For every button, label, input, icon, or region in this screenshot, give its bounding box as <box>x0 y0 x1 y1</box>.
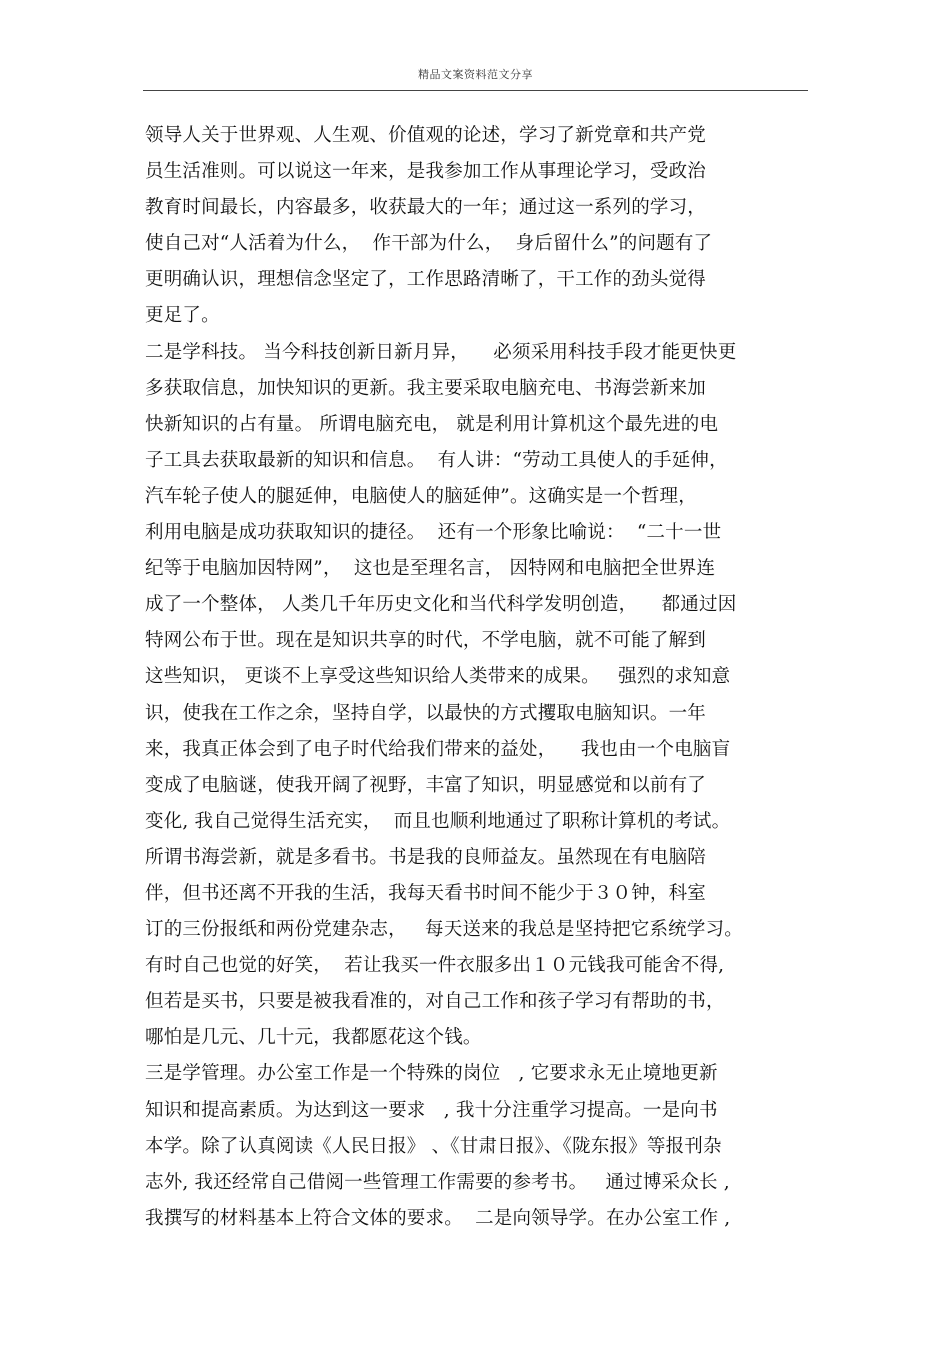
text-line: 子工具去获取最新的知识和信息。 有人讲：“劳动工具使人的手延伸， <box>145 449 728 471</box>
text-line: 特网公布于世。现在是知识共享的时代，不学电脑，就不可能了解到 <box>145 630 707 652</box>
text-line: 成了一个整体， 人类几千年历史文化和当代科学发明创造， 都通过因 <box>145 594 737 616</box>
text-line: 二是学科技。 当今科技创新日新月异， 必须采用科技手段才能更快更 <box>145 341 737 363</box>
text-line: 更明确认识，理想信念坚定了，工作思路清晰了，干工作的劲头觉得 <box>145 269 707 291</box>
document-body <box>145 118 815 1237</box>
page-header <box>143 62 808 92</box>
header-title: 精品文案资料范文分享 <box>418 68 533 81</box>
text-line: 变成了电脑谜，使我开阔了视野，丰富了知识，明显感觉和以前有了 <box>145 774 707 796</box>
text-line: 员生活准则。可以说这一年来，是我参加工作从事理论学习，受政治 <box>145 161 707 183</box>
text-line: 教育时间最长，内容最多，收获最大的一年；通过这一系列的学习， <box>145 197 707 219</box>
text-line: 我撰写的材料基本上符合文体的要求。 二是向领导学。在办公室工作 , <box>145 1207 731 1229</box>
text-line: 利用电脑是成功获取知识的捷径。 还有一个形象比喻说： “二十一世 <box>145 522 722 544</box>
text-line: 知识和提高素质。为达到这一要求 , 我十分注重学习提高。一是向书 <box>145 1099 718 1121</box>
header-divider <box>143 90 808 91</box>
text-line: 多获取信息，加快知识的更新。我主要采取电脑充电、书海尝新来加 <box>145 377 707 399</box>
text-line: 这些知识， 更谈不上享受这些知识给人类带来的成果。 强烈的求知意 <box>145 666 731 688</box>
text-line: 更足了。 <box>145 305 220 327</box>
text-line: 使自己对“人活着为什么， 作干部为什么， 身后留什么”的问题有了 <box>145 233 713 255</box>
text-line: 汽车轮子使人的腿延伸，电脑使人的脑延伸”。这确实是一个哲理， <box>145 485 697 507</box>
text-line: 伴，但书还离不开我的生活，我每天看书时间不能少于３０钟，科室 <box>145 882 707 904</box>
text-line: 所谓书海尝新，就是多看书。书是我的良师益友。虽然现在有电脑陪 <box>145 846 707 868</box>
text-line: 订的三份报纸和两份党建杂志， 每天送来的我总是坚持把它系统学习。 <box>145 919 743 941</box>
text-line: 领导人关于世界观、人生观、价值观的论述，学习了新党章和共产党 <box>145 125 707 146</box>
text-line: 识，使我在工作之余，坚持自学，以最快的方式攫取电脑知识。一年 <box>145 702 707 724</box>
text-line: 变化, 我自己觉得生活充实， 而且也顺利地通过了职称计算机的考试。 <box>145 810 731 832</box>
text-line: 来，我真正体会到了电子时代给我们带来的益处， 我也由一个电脑盲 <box>145 738 731 760</box>
text-line: 志外, 我还经常自己借阅一些管理工作需要的参考书。 通过博采众长 , <box>145 1171 730 1193</box>
text-line: 但若是买书，只要是被我看准的，对自己工作和孩子学习有帮助的书， <box>145 991 725 1013</box>
text-line: 有时自己也觉的好笑， 若让我买一件衣服多出１０元钱我可能舍不得, <box>145 955 725 977</box>
text-line: 本学。除了认真阅读《人民日报》 、《甘肃日报》、《陇东报》等报刊杂 <box>145 1135 722 1157</box>
text-line: 纪等于电脑加因特网”， 这也是至理名言， 因特网和电脑把全世界连 <box>145 558 716 580</box>
text-line: 哪怕是几元、几十元，我都愿花这个钱。 <box>145 1027 482 1049</box>
text-line: 快新知识的占有量。 所谓电脑充电， 就是利用计算机这个最先进的电 <box>145 413 719 435</box>
text-line: 三是学管理。办公室工作是一个特殊的岗位 , 它要求永无止境地更新 <box>145 1063 718 1085</box>
